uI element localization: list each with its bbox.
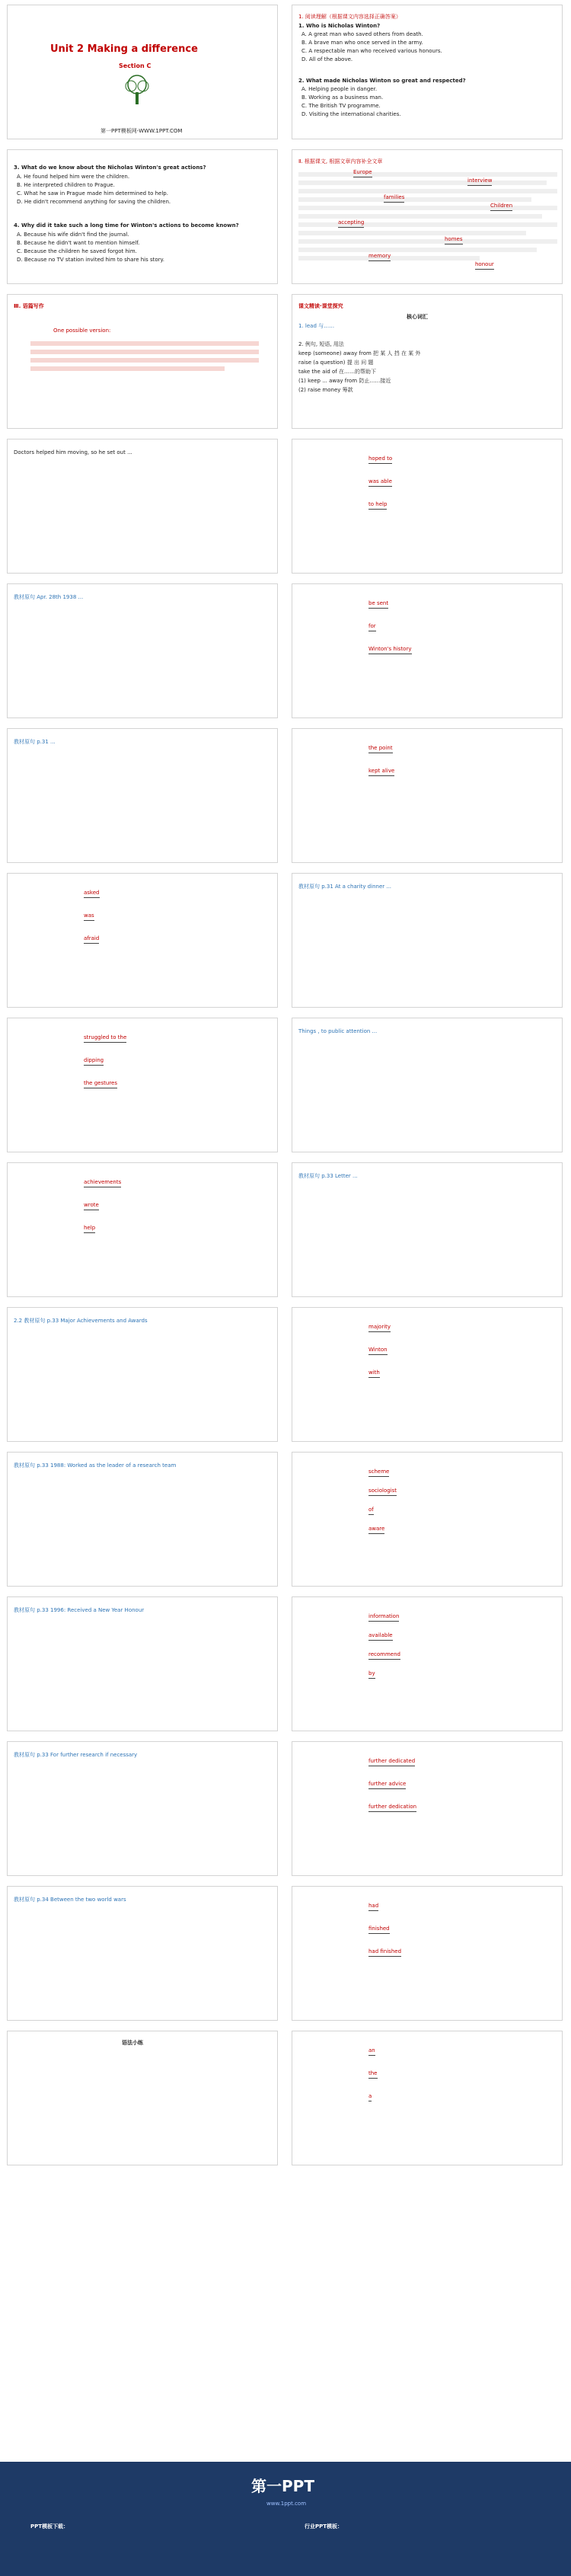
- answer: kept alive: [368, 767, 394, 776]
- answer-blank: Europe: [353, 168, 372, 177]
- grammar-slide: [7, 2031, 278, 2165]
- answer: further dedication: [368, 1803, 416, 1812]
- summary-lines: [298, 168, 557, 264]
- answer: further dedicated: [368, 1757, 415, 1766]
- answer: majority: [368, 1323, 391, 1332]
- answer: hoped to: [368, 455, 392, 464]
- answer: finished: [368, 1925, 390, 1934]
- question-1: 1. Who is Nicholas Winton?: [298, 23, 381, 29]
- version-label: One possible version:: [53, 328, 111, 334]
- answer: aware: [368, 1525, 384, 1534]
- writing-slide: [7, 294, 278, 429]
- answer-blank: homes: [445, 235, 463, 244]
- summary-slide: [292, 149, 563, 284]
- option: C. A respectable man who received various honours.: [301, 48, 442, 54]
- site-label: 第一PPT模板网-WWW.1PPT.COM: [100, 128, 183, 134]
- option: C. The British TV programme.: [301, 103, 381, 109]
- option: C. What he saw in Prague made him determined to help.: [17, 190, 168, 197]
- answer-blank: interview: [467, 177, 492, 186]
- answer: further advice: [368, 1780, 406, 1789]
- exercise-slide: [7, 1018, 278, 1152]
- exercise-slide: [7, 583, 278, 718]
- exercise-slide: [292, 873, 563, 1008]
- answer: had finished: [368, 1948, 401, 1957]
- exercise-slide: [292, 1018, 563, 1152]
- question-2: 2. What made Nicholas Winton so great and respected?: [298, 78, 466, 84]
- hint: 教材原句 p.34 Between the two world wars: [14, 1897, 126, 1903]
- hint: 2.2 教材原句 p.33 Major Achievements and Awards: [14, 1318, 148, 1324]
- option: A. A great man who saved others from death.: [301, 31, 423, 37]
- answer: Winton's history: [368, 645, 412, 654]
- exercise-slide: [292, 1452, 563, 1587]
- exercise-slide: [292, 1886, 563, 2021]
- option: A. Because his wife didn't find the journal.: [17, 232, 129, 238]
- answer: be sent: [368, 599, 388, 609]
- exercise-slide: [7, 1162, 278, 1297]
- option: A. He found helped him were the children.: [17, 174, 130, 180]
- answer-blank: honour: [475, 260, 494, 270]
- hint: 教材原句 p.33 1988: Worked as the leader of a research team: [14, 1462, 177, 1469]
- option: D. Visiting the international charities.: [301, 111, 401, 117]
- section-title: Section C: [119, 62, 152, 69]
- grammar-title: 语法小练: [122, 2040, 143, 2046]
- option: C. Because the children he saved forgot him.: [17, 248, 137, 254]
- summary-header: Ⅱ. 根据课文, 根据文章内容补全文章: [298, 158, 383, 165]
- exercise-slide: [7, 1741, 278, 1876]
- vocab-item: 2. 例句, 短语, 用法: [298, 341, 344, 347]
- vocab-item: take the aid of 在……的帮助下: [298, 369, 376, 375]
- question-header: 1. 阅读理解（根据课文内容选择正确答案）: [298, 14, 401, 20]
- vocab-item: (1) keep ... away from 防止……接近: [298, 378, 391, 384]
- exercise-slide: [7, 1452, 278, 1587]
- essay-lines: [30, 337, 259, 375]
- answer: scheme: [368, 1468, 389, 1477]
- hint: 教材原句 p.33 For further research if necessary: [14, 1752, 138, 1758]
- footer-col-title: 行业PPT模板：: [305, 2523, 343, 2530]
- option: B. Because he didn't want to mention himself.: [17, 240, 140, 246]
- answer: had: [368, 1902, 378, 1911]
- unit-title: Unit 2 Making a difference: [50, 43, 198, 55]
- answer-blank: memory: [368, 252, 391, 261]
- title-slide: [7, 5, 278, 139]
- option: B. A brave man who once served in the army.: [301, 40, 423, 46]
- answer: by: [368, 1670, 375, 1679]
- answer: for: [368, 622, 376, 631]
- section-label: Ⅲ. 语篇写作: [14, 303, 44, 309]
- answer: afraid: [84, 935, 99, 944]
- exercise-slide: [7, 728, 278, 863]
- answer-blank: accepting: [338, 219, 364, 228]
- vocab-item: 1. lead 与……: [298, 323, 335, 329]
- answer: was able: [368, 478, 392, 487]
- exercise-slide: [7, 439, 278, 574]
- answer: of: [368, 1506, 374, 1515]
- exercise-slide: [292, 1741, 563, 1876]
- answer-blank: Children: [490, 202, 512, 211]
- hint: 教材原句 Apr. 28th 1938 ...: [14, 594, 84, 600]
- answer: Winton: [368, 1346, 388, 1355]
- answer: recommend: [368, 1651, 400, 1660]
- exercise-slide: [7, 1596, 278, 1731]
- hint: Doctors helped him moving, so he set out ...: [14, 449, 132, 455]
- answer: information: [368, 1612, 399, 1622]
- answer: a: [368, 2092, 372, 2101]
- answer: struggled to the: [84, 1034, 126, 1043]
- answer: the: [368, 2069, 378, 2079]
- tree-icon: [122, 74, 152, 108]
- exercise-slide: [292, 1307, 563, 1442]
- exercise-slide: [292, 728, 563, 863]
- answer: achievements: [84, 1178, 121, 1187]
- vocab-item: raise (a question) 提 出 问 题: [298, 360, 374, 366]
- option: A. Helping people in danger.: [301, 86, 378, 92]
- exercise-slide: [7, 1886, 278, 2021]
- exercise-slide: [292, 439, 563, 574]
- hint: 教材原句 p.31 At a charity dinner ...: [298, 884, 392, 890]
- exercise-slide: [292, 1596, 563, 1731]
- answer: wrote: [84, 1201, 99, 1210]
- footer-col-title: PPT模板下载：: [30, 2523, 69, 2530]
- answer: help: [84, 1224, 95, 1233]
- answer: an: [368, 2047, 375, 2056]
- question-4: 4. Why did it take such a long time for Winton's actions to become known?: [14, 222, 239, 229]
- reading-slide-2: [7, 149, 278, 284]
- answer: was: [84, 912, 94, 921]
- hint: Things , to public attention ...: [298, 1028, 378, 1034]
- hint: 教材原句 p.33 1996: Received a New Year Honour: [14, 1607, 145, 1613]
- reading-slide-1: [292, 5, 563, 139]
- question-3: 3. What do we know about the Nicholas Winton's great actions?: [14, 165, 206, 171]
- answer: the gestures: [84, 1079, 117, 1088]
- exercise-slide: [292, 1162, 563, 1297]
- vocab-item: (2) raise money 筹款: [298, 387, 353, 393]
- answer: the point: [368, 744, 393, 753]
- answer: to help: [368, 500, 387, 510]
- answer-blank: families: [384, 193, 404, 203]
- exercise-slide: [292, 583, 563, 718]
- option: D. All of the above.: [301, 56, 353, 62]
- exercise-slide: [292, 2031, 563, 2165]
- vocab-slide: [292, 294, 563, 429]
- option: D. Because no TV station invited him to share his story.: [17, 257, 164, 263]
- lang-header: 课文精读·课堂探究: [298, 303, 343, 309]
- hint: 教材原句 p.31 ...: [14, 739, 56, 745]
- answer: sociologist: [368, 1487, 397, 1496]
- exercise-slide: [7, 873, 278, 1008]
- answer: with: [368, 1369, 380, 1378]
- answer: dipping: [84, 1056, 104, 1066]
- answer: available: [368, 1632, 393, 1641]
- option: B. He interpreted children to Prague.: [17, 182, 115, 188]
- vocab-item: keep (someone) away from 把 某 人 挡 在 某 外: [298, 350, 421, 356]
- vocab-title: 核心词汇: [407, 314, 428, 320]
- answer: asked: [84, 889, 100, 898]
- hint: 教材原句 p.33 Letter ...: [298, 1173, 358, 1179]
- footer-site[interactable]: www.1ppt.com: [266, 2501, 307, 2507]
- option: B. Working as a business man.: [301, 94, 384, 101]
- exercise-slide: [7, 1307, 278, 1442]
- footer-logo: 第一PPT: [251, 2477, 314, 2495]
- option: D. He didn't recommend anything for saving the children.: [17, 199, 171, 205]
- footer: [0, 2462, 571, 2576]
